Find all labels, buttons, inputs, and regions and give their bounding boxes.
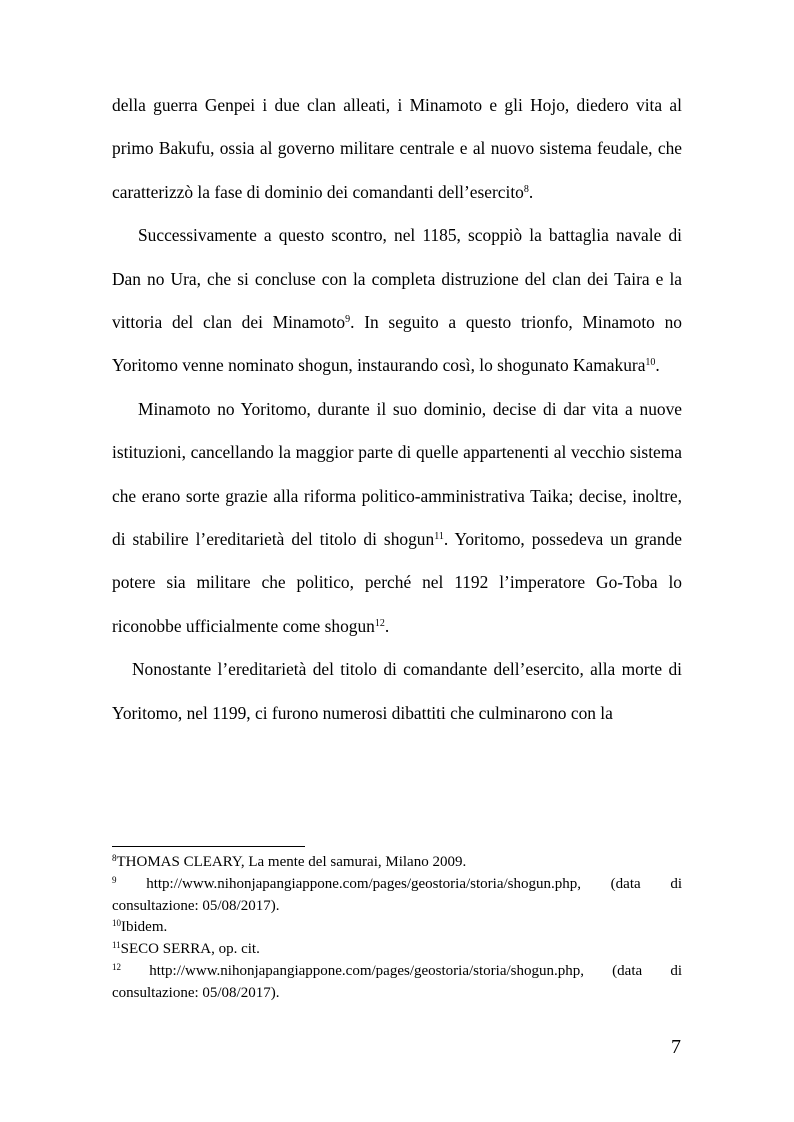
footnote-12: $^{12}$ http://www.nihonjapangiappone.com/pages/geostoria/storia/shogun.php, (data di consultazione: 05/08/2017). xyxy=(112,961,682,1001)
footnote-9: $^9$ http://www.nihonjapangiappone.com/pages/geostoria/storia/shogun.php, (data di consultazione: 05/08/2017). xyxy=(112,874,682,914)
footnote-ref: 8 xyxy=(523,183,529,195)
paragraph-1: della guerra Genpei i due clan alleati, i Minamoto e gli Hojo, diedero vita al primo Bakufu, ossia al governo militare centrale e al nuovo sistema feudale, che caratterizzò la fase di dominio dei comandanti dell’esercito$^8$. xyxy=(112,95,682,202)
footnotes xyxy=(112,852,682,1005)
footnote-11: $^{11}$SECO SERRA, op. cit. xyxy=(112,940,260,958)
paragraph-2: Successivamente a questo scontro, nel 1185, scoppiò la battaglia navale di Dan no Ura, che si concluse con la completa distruzione del clan dei Taira e la vittoria del clan dei Minamoto$^9$. In seguito a questo trionfo, Minamoto no Yoritomo venne nominato shogun, instaurando così, lo shogunato Kamakura$^{10}$. xyxy=(112,225,682,376)
footnote-ref: 11 xyxy=(434,531,444,543)
footnote-ref: 12 xyxy=(374,617,385,629)
paragraph-4: Nonostante l’ereditarietà del titolo di comandante dell’esercito, alla morte di Yoritomo, nel 1199, ci furono numerosi dibattiti che culminarono con la xyxy=(112,659,682,723)
footnote-separator xyxy=(112,846,305,847)
paragraph-3: Minamoto no Yoritomo, durante il suo dominio, decise di dar vita a nuove istituzioni, cancellando la maggior parte di quelle appartenenti al vecchio sistema che erano sorte grazie alla riforma politico-amministrativa Taika; decise, inoltre, di stabilire l’ereditarietà del titolo di shogun$^{11}$. Yoritomo, possedeva un grande potere sia militare che politico, perché nel 1192 l’imperatore Go-Toba lo riconobbe ufficialmente come shogun$^{12}$. xyxy=(112,398,682,636)
footnote-ref: 10 xyxy=(645,357,656,369)
footnote-10: $^{10}$Ibidem. xyxy=(112,918,168,936)
footnote-8: $^8$THOMAS CLEARY, La mente del samurai, Milano 2009. xyxy=(112,853,467,870)
footnote-ref: 9 xyxy=(345,314,351,326)
body-text xyxy=(112,84,682,735)
page-number: 7 xyxy=(671,1036,681,1058)
